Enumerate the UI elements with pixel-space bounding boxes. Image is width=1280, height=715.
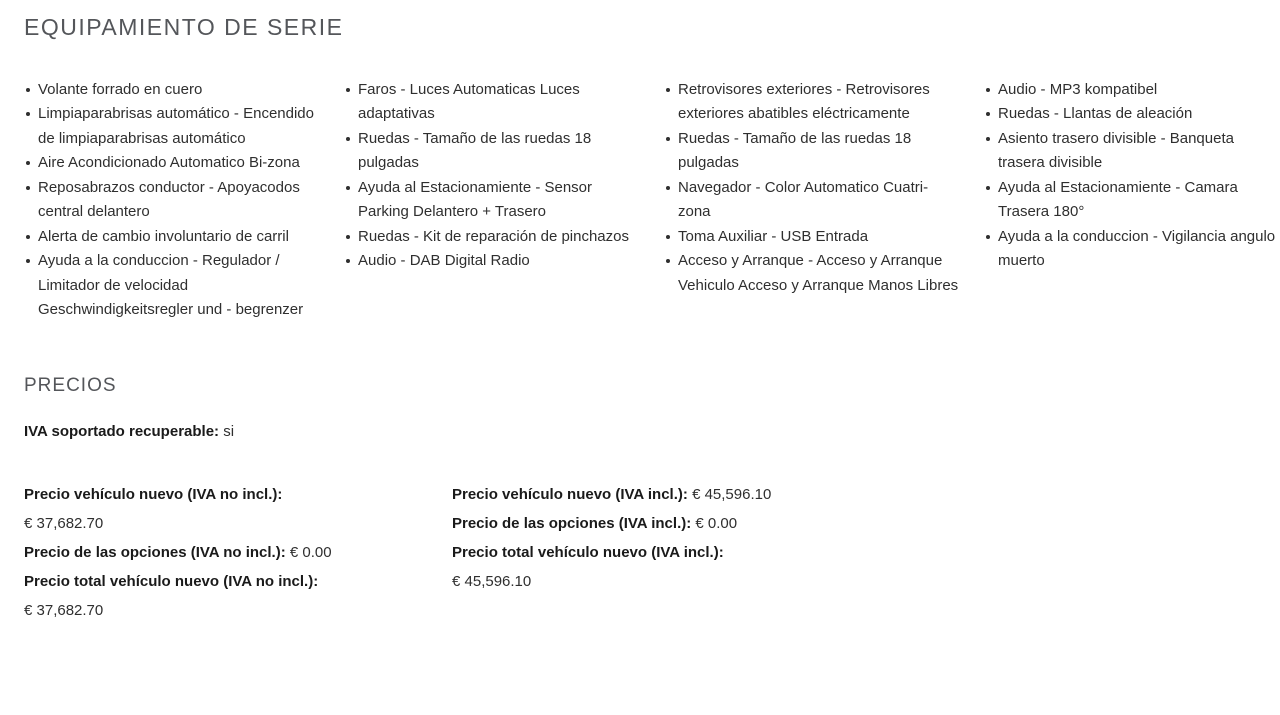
- equipment-item: Ayuda a la conduccion - Regulador / Limitador de velocidad Geschwindigkeitsregler und - begrenzer: [24, 249, 320, 323]
- equipment-column-4: [984, 78, 1280, 323]
- price-line-options-incl: [452, 509, 1280, 538]
- equipment-item: Ruedas - Tamaño de las ruedas 18 pulgadas: [664, 127, 960, 176]
- price-label: Precio de las opciones (IVA incl.):: [452, 515, 692, 533]
- prices-section: [24, 375, 1280, 626]
- prices-excl-vat-column: [24, 480, 452, 625]
- price-label: Precio vehículo nuevo (IVA no incl.):: [24, 486, 283, 504]
- price-columns: [24, 480, 1280, 625]
- equipment-item: Alerta de cambio involuntario de carril: [24, 225, 320, 250]
- price-label: Precio total vehículo nuevo (IVA incl.):: [452, 544, 724, 562]
- price-label: Precio de las opciones (IVA no incl.):: [24, 544, 286, 562]
- equipment-title: EQUIPAMIENTO DE SERIE: [24, 14, 344, 40]
- equipment-item: Navegador - Color Automatico Cuatri-zona: [664, 176, 960, 225]
- price-line-total-incl: [452, 538, 1280, 596]
- equipment-item: Acceso y Arranque - Acceso y Arranque Vehiculo Acceso y Arranque Manos Libres: [664, 249, 960, 298]
- equipment-item: Aire Acondicionado Automatico Bi-zona: [24, 151, 320, 176]
- equipment-columns: [24, 78, 1280, 323]
- equipment-item: Volante forrado en cuero: [24, 78, 320, 103]
- equipment-column-1: [24, 78, 320, 323]
- equipment-section: [24, 14, 1280, 323]
- price-label: Precio total vehículo nuevo (IVA no incl.):: [24, 573, 319, 591]
- vat-recoverable-value: si: [223, 423, 235, 441]
- equipment-item: Ayuda al Estacionamiente - Camara Trasera 180°: [984, 176, 1280, 225]
- equipment-item: Asiento trasero divisible - Banqueta trasera divisible: [984, 127, 1280, 176]
- equipment-item: Reposabrazos conductor - Apoyacodos central delantero: [24, 176, 320, 225]
- equipment-item: Audio - MP3 kompatibel: [984, 78, 1280, 103]
- prices-title: PRECIOS: [24, 374, 117, 396]
- equipment-item: Faros - Luces Automaticas Luces adaptativas: [344, 78, 640, 127]
- vat-recoverable-line: [24, 421, 1280, 442]
- equipment-item: Ruedas - Llantas de aleación: [984, 102, 1280, 127]
- equipment-column-3: [664, 78, 960, 323]
- equipment-column-2: [344, 78, 640, 323]
- price-value: € 45,596.10: [692, 486, 772, 504]
- prices-incl-vat-column: [452, 480, 1280, 625]
- equipment-item: Ruedas - Kit de reparación de pinchazos: [344, 225, 640, 250]
- price-value: € 37,682.70: [24, 602, 104, 620]
- equipment-item: Toma Auxiliar - USB Entrada: [664, 225, 960, 250]
- equipment-item: Audio - DAB Digital Radio: [344, 249, 640, 274]
- equipment-item: Retrovisores exteriores - Retrovisores exteriores abatibles eléctricamente: [664, 78, 960, 127]
- price-line-total-excl: [24, 567, 452, 625]
- price-line-options-excl: [24, 538, 452, 567]
- price-value: € 0.00: [695, 515, 738, 533]
- price-label: Precio vehículo nuevo (IVA incl.):: [452, 486, 688, 504]
- price-value: € 45,596.10: [452, 573, 532, 591]
- equipment-item: Ayuda al Estacionamiente - Sensor Parking Delantero + Trasero: [344, 176, 640, 225]
- equipment-item: Ruedas - Tamaño de las ruedas 18 pulgadas: [344, 127, 640, 176]
- equipment-item: Ayuda a la conduccion - Vigilancia angulo muerto: [984, 225, 1280, 274]
- price-line-new-vehicle-incl: [452, 480, 1280, 509]
- equipment-item: Limpiaparabrisas automático - Encendido de limpiaparabrisas automático: [24, 102, 320, 151]
- price-value: € 37,682.70: [24, 515, 104, 533]
- price-value: € 0.00: [289, 544, 332, 562]
- price-line-new-vehicle-excl: [24, 480, 452, 538]
- vat-recoverable-label: IVA soportado recuperable:: [24, 423, 220, 441]
